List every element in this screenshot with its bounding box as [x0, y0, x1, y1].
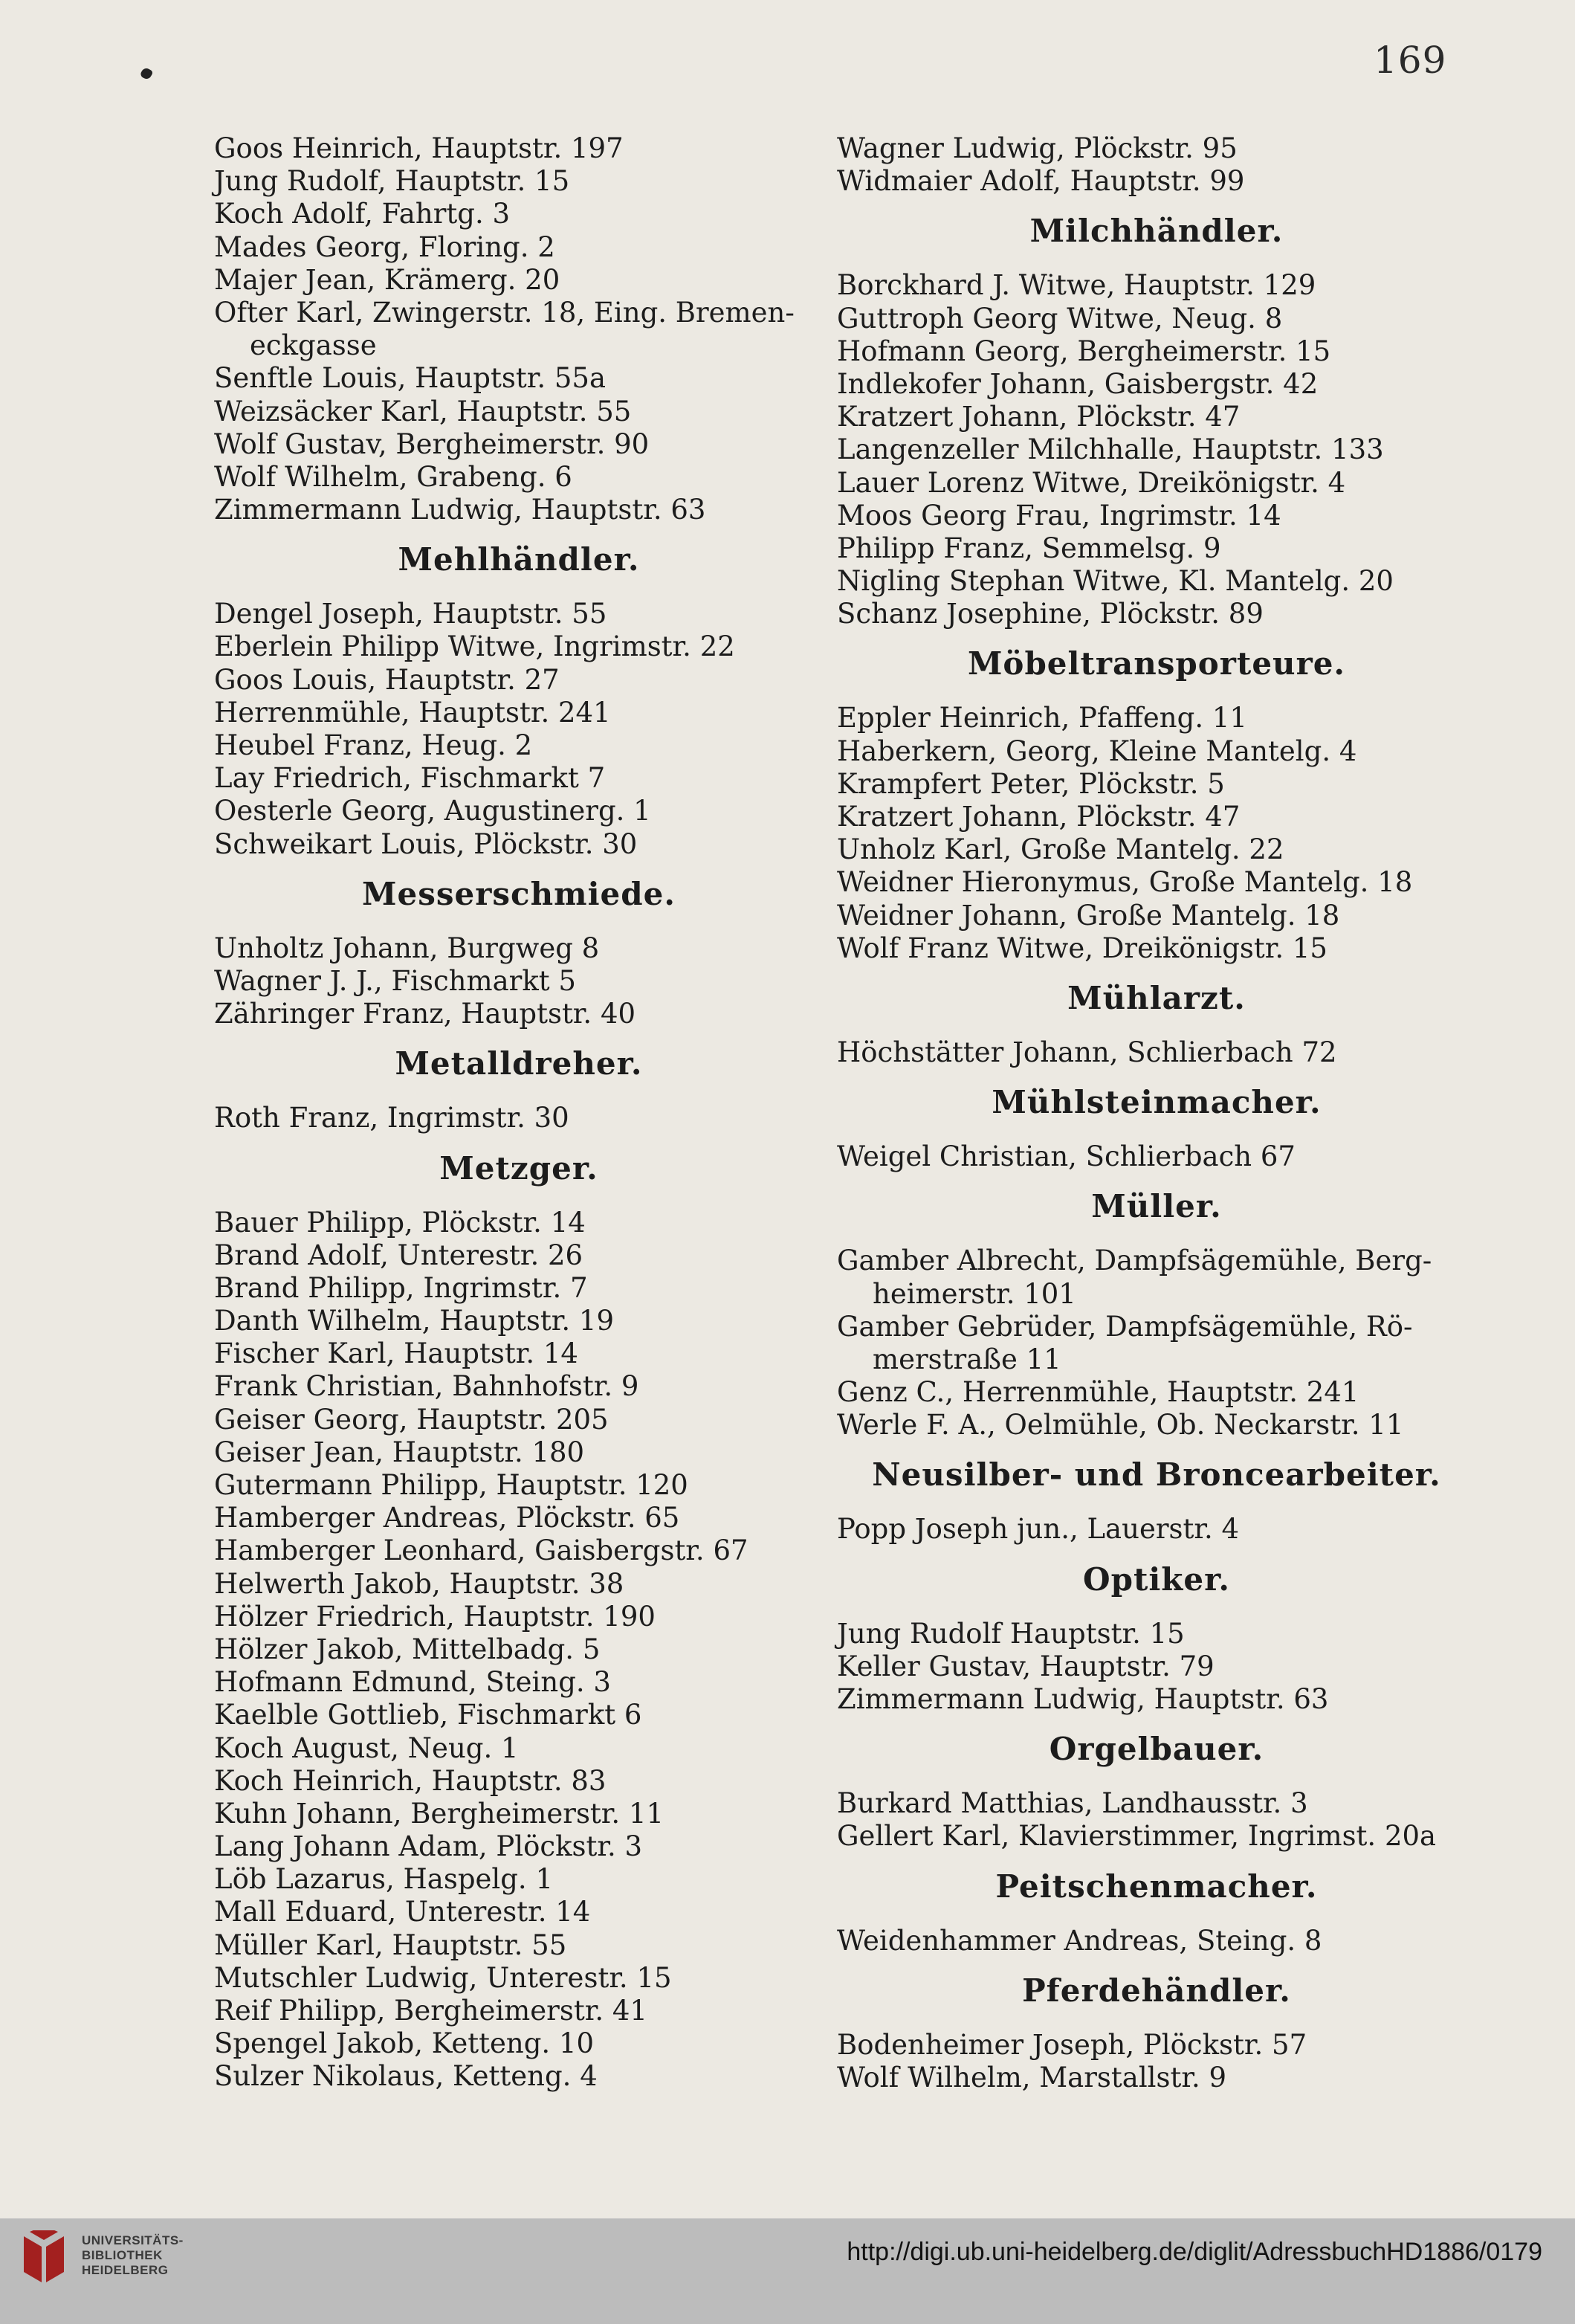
directory-entry: Majer Jean, Krämerg. 20: [214, 263, 560, 296]
directory-entry: Hölzer Jakob, Mittelbadg. 5: [214, 1633, 601, 1665]
directory-entry: Schanz Josephine, Plöckstr. 89: [837, 598, 1264, 630]
directory-entry: Kratzert Johann, Plöckstr. 47: [837, 801, 1241, 833]
section-heading: Optiker.: [1082, 1560, 1231, 1598]
directory-entry: Weidner Johann, Große Mantelg. 18: [837, 899, 1340, 932]
directory-entry: Kaelble Gottlieb, Fischmarkt 6: [214, 1699, 642, 1731]
directory-entry: Keller Gustav, Hauptstr. 79: [837, 1650, 1215, 1682]
section-heading: Metalldreher.: [395, 1045, 643, 1082]
directory-entry: Guttroph Georg Witwe, Neug. 8: [837, 302, 1283, 335]
directory-entry: Gellert Karl, Klavierstimmer, Ingrimst. 20a: [837, 1820, 1437, 1853]
directory-entry: Hamberger Andreas, Plöckstr. 65: [214, 1502, 680, 1534]
directory-entry: Löb Lazarus, Haspelg. 1: [214, 1863, 553, 1896]
directory-entry: Geiser Jean, Hauptstr. 180: [214, 1436, 585, 1468]
directory-entry: Koch Adolf, Fahrtg. 3: [214, 198, 511, 230]
directory-entry: Bodenheimer Joseph, Plöckstr. 57: [837, 2028, 1307, 2061]
directory-entry: Zähringer Franz, Hauptstr. 40: [214, 998, 636, 1030]
footer-bar: [0, 2218, 1575, 2324]
directory-entry: Mutschler Ludwig, Unterestr. 15: [214, 1961, 672, 1994]
page-number: 169: [1374, 39, 1447, 82]
directory-entry: Unholz Karl, Große Mantelg. 22: [837, 833, 1284, 866]
directory-entry: Hölzer Friedrich, Hauptstr. 190: [214, 1600, 656, 1633]
section-heading: Mehlhändler.: [398, 541, 640, 578]
section-heading: Orgelbauer.: [1049, 1731, 1264, 1768]
directory-entry: Brand Philipp, Ingrimstr. 7: [214, 1271, 588, 1304]
section-heading: Peitschenmacher.: [995, 1868, 1318, 1905]
directory-entry-continuation: merstraße 11: [873, 1343, 1061, 1375]
directory-entry: Dengel Joseph, Hauptstr. 55: [214, 598, 607, 630]
directory-entry: Zimmermann Ludwig, Hauptstr. 63: [214, 494, 706, 526]
directory-entry: Wolf Wilhelm, Marstallstr. 9: [837, 2061, 1227, 2094]
university-library-logo-icon: [19, 2230, 68, 2287]
directory-entry: Weigel Christian, Schlierbach 67: [837, 1140, 1296, 1173]
directory-entry: Roth Franz, Ingrimstr. 30: [214, 1102, 569, 1134]
directory-entry: Nigling Stephan Witwe, Kl. Mantelg. 20: [837, 565, 1394, 598]
section-heading: Neusilber- und Broncearbeiter.: [872, 1456, 1441, 1494]
directory-entry: Wolf Franz Witwe, Dreikönigstr. 15: [837, 932, 1327, 964]
directory-entry: Kratzert Johann, Plöckstr. 47: [837, 401, 1241, 433]
directory-entry: Gamber Gebrüder, Dampfsägemühle, Rö-: [837, 1310, 1413, 1343]
directory-entry: Haberkern, Georg, Kleine Mantelg. 4: [837, 735, 1357, 767]
directory-entry: Goos Heinrich, Hauptstr. 197: [214, 132, 624, 164]
directory-entry: Lang Johann Adam, Plöckstr. 3: [214, 1830, 643, 1863]
directory-entry: Jung Rudolf, Hauptstr. 15: [214, 165, 570, 198]
section-heading: Pferdehändler.: [1022, 1972, 1291, 2009]
directory-entry: Mades Georg, Floring. 2: [214, 230, 555, 263]
directory-entry: Koch August, Neug. 1: [214, 1731, 519, 1764]
section-heading: Mühlarzt.: [1067, 979, 1246, 1016]
directory-entry: Eppler Heinrich, Pfaffeng. 11: [837, 702, 1247, 735]
directory-entry: Werle F. A., Oelmühle, Ob. Neckarstr. 11: [837, 1409, 1404, 1442]
directory-entry: Fischer Karl, Hauptstr. 14: [214, 1337, 578, 1370]
right-column: [837, 132, 1476, 2094]
directory-entry: Langenzeller Milchhalle, Hauptstr. 133: [837, 433, 1384, 466]
logo-line: HEIDELBERG: [82, 2263, 169, 2277]
section-heading: Milchhändler.: [1029, 213, 1284, 250]
logo-line: UNIVERSITÄTS-: [82, 2233, 184, 2247]
directory-entry: Hofmann Edmund, Steing. 3: [214, 1666, 611, 1699]
directory-entry: Unholtz Johann, Burgweg 8: [214, 932, 600, 964]
directory-entry: Bauer Philipp, Plöckstr. 14: [214, 1206, 586, 1239]
directory-entry: Herrenmühle, Hauptstr. 241: [214, 696, 611, 729]
section-heading: Messerschmiede.: [362, 875, 676, 912]
directory-entry: Wagner Ludwig, Plöckstr. 95: [837, 132, 1238, 164]
directory-entry: Eberlein Philipp Witwe, Ingrimstr. 22: [214, 630, 735, 663]
directory-entry: Danth Wilhelm, Hauptstr. 19: [214, 1305, 615, 1337]
directory-entry: Borckhard J. Witwe, Hauptstr. 129: [837, 269, 1316, 302]
source-url-link[interactable]: http://digi.ub.uni-heidelberg.de/diglit/AdressbuchHD1886/0179: [847, 2238, 1542, 2266]
directory-entry: Spengel Jakob, Ketteng. 10: [214, 2027, 595, 2060]
directory-entry: Krampfert Peter, Plöckstr. 5: [837, 767, 1225, 800]
directory-entry: Moos Georg Frau, Ingrimstr. 14: [837, 499, 1281, 532]
directory-entry: Jung Rudolf Hauptstr. 15: [837, 1617, 1185, 1650]
left-column: [214, 132, 824, 2094]
directory-entry: Lay Friedrich, Fischmarkt 7: [214, 762, 606, 795]
section-heading: Möbeltransporteure.: [967, 645, 1346, 682]
directory-entry: Zimmermann Ludwig, Hauptstr. 63: [837, 1683, 1329, 1715]
directory-entry: Widmaier Adolf, Hauptstr. 99: [837, 165, 1245, 198]
directory-entry: Wagner J. J., Fischmarkt 5: [214, 964, 576, 997]
library-logo-text: [82, 2233, 184, 2278]
directory-entry: Popp Joseph jun., Lauerstr. 4: [837, 1513, 1240, 1546]
directory-entry: Weidner Hieronymus, Große Mantelg. 18: [837, 866, 1413, 899]
directory-entry: Helwerth Jakob, Hauptstr. 38: [214, 1567, 624, 1600]
directory-entry: Goos Louis, Hauptstr. 27: [214, 663, 560, 696]
ink-mark: [139, 66, 153, 80]
directory-entry: Gamber Albrecht, Dampfsägemühle, Berg-: [837, 1245, 1432, 1277]
directory-entry: Gutermann Philipp, Hauptstr. 120: [214, 1469, 688, 1501]
directory-entry: Schweikart Louis, Plöckstr. 30: [214, 827, 638, 860]
directory-entry: Sulzer Nikolaus, Ketteng. 4: [214, 2060, 598, 2093]
directory-entry: Müller Karl, Hauptstr. 55: [214, 1928, 567, 1961]
directory-entry: Burkard Matthias, Landhausstr. 3: [837, 1787, 1308, 1820]
directory-entry: Lauer Lorenz Witwe, Dreikönigstr. 4: [837, 466, 1346, 499]
directory-entry: Oesterle Georg, Augustinerg. 1: [214, 795, 651, 827]
directory-entry: Ofter Karl, Zwingerstr. 18, Eing. Bremen-: [214, 296, 795, 329]
directory-entry: Heubel Franz, Heug. 2: [214, 729, 533, 761]
directory-entry-continuation: eckgasse: [250, 329, 377, 362]
directory-entry: Genz C., Herrenmühle, Hauptstr. 241: [837, 1376, 1359, 1409]
directory-entry: Hofmann Georg, Bergheimerstr. 15: [837, 335, 1331, 367]
directory-entry: Philipp Franz, Semmelsg. 9: [837, 532, 1221, 564]
directory-entry: Indlekofer Johann, Gaisbergstr. 42: [837, 367, 1319, 400]
directory-entry: Brand Adolf, Unterestr. 26: [214, 1239, 583, 1271]
directory-entry: Kuhn Johann, Bergheimerstr. 11: [214, 1797, 664, 1830]
directory-entry: Höchstätter Johann, Schlierbach 72: [837, 1036, 1337, 1068]
directory-entry: Frank Christian, Bahnhofstr. 9: [214, 1370, 639, 1403]
directory-entry-continuation: heimerstr. 101: [873, 1277, 1076, 1310]
directory-entry: Koch Heinrich, Hauptstr. 83: [214, 1764, 607, 1797]
directory-entry: Reif Philipp, Bergheimerstr. 41: [214, 1995, 647, 2027]
logo-line: BIBLIOTHEK: [82, 2248, 163, 2262]
directory-entry: Hamberger Leonhard, Gaisbergstr. 67: [214, 1534, 748, 1567]
section-heading: Müller.: [1091, 1188, 1222, 1225]
directory-entry: Wolf Gustav, Bergheimerstr. 90: [214, 427, 650, 460]
directory-entry: Geiser Georg, Hauptstr. 205: [214, 1403, 609, 1436]
directory-entry: Weidenhammer Andreas, Steing. 8: [837, 1924, 1322, 1957]
section-heading: Mühlsteinmacher.: [992, 1084, 1322, 1121]
directory-entry: Weizsäcker Karl, Hauptstr. 55: [214, 395, 632, 427]
directory-entry: Senftle Louis, Hauptstr. 55a: [214, 362, 606, 395]
directory-entry: Wolf Wilhelm, Grabeng. 6: [214, 460, 572, 493]
section-heading: Metzger.: [439, 1149, 598, 1187]
directory-entry: Mall Eduard, Unterestr. 14: [214, 1896, 591, 1928]
